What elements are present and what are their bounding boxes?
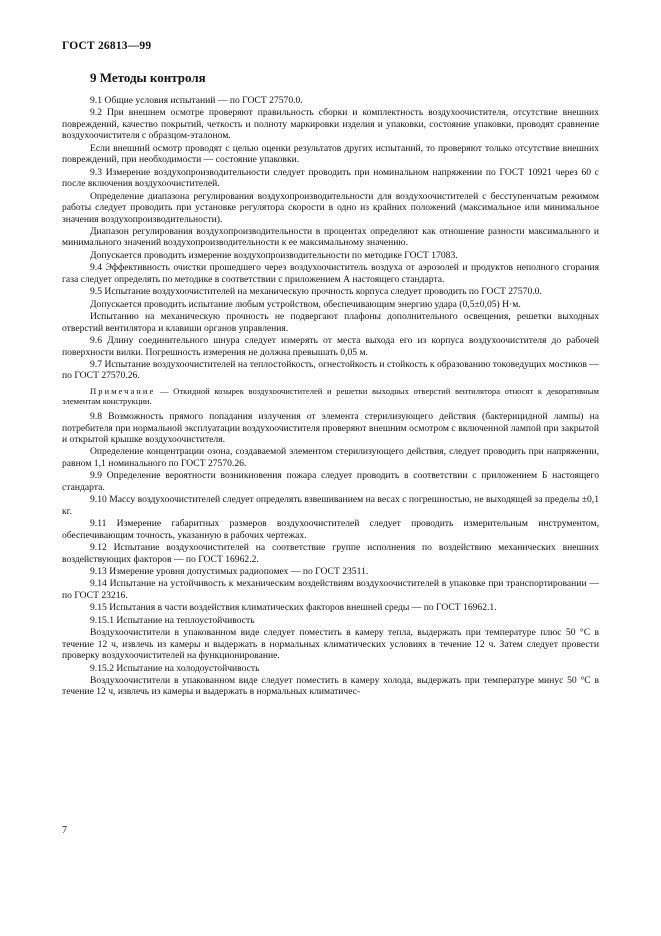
page-number: 7 <box>62 825 67 836</box>
paragraph-9-5: 9.5 Испытание воздухоочистителей на механическую прочность корпуса следует проводить по ГОСТ 27570.0. <box>90 286 542 298</box>
paragraph-9-10: 9.10 Массу воздухоочистителей следует определять взвешиванием на весах с погрешностью, не выходящей за пределы ±0,1 кг. <box>62 494 599 517</box>
paragraph-9-14: 9.14 Испытание на устойчивость к механическим воздействиям воздухоочистителей в упаковке при транспортировании — по ГОСТ 23216. <box>62 578 599 601</box>
paragraph-method-17083: Допускается проводить измерение воздухопроизводительности по методике ГОСТ 17083. <box>90 249 458 261</box>
section-title: 9 Методы контроля <box>90 70 206 85</box>
paragraph-9-2: 9.2 При внешнем осмотре проверяют правильность сборки и комплектность воздухоочистителя, отсутствие внешних повреждений, качество покрытий, четкость и полноту маркировки изделия и упаковки, состояние упаковки, проводят сравнение воздухоочистителя с образцом-эталоном. <box>62 107 599 142</box>
paragraph-9-12: 9.12 Испытание воздухоочистителей на соответствие группе исполнения по воздействию механических внешних воздействующих факторов — по ГОСТ 16962.2. <box>62 542 599 565</box>
note <box>62 386 599 407</box>
paragraph-impact-energy: Допускается проводить испытание любым устройством, обеспечивающим энергию удара (0,5±0,05) Н·м. <box>90 298 521 310</box>
paragraph-9-15-2-title: 9.15.2 Испытание на холодоустойчивость <box>90 662 260 674</box>
paragraph-9-13: 9.13 Измерение уровня допустимых радиопомех — по ГОСТ 23511. <box>90 565 369 577</box>
note-text: — Откидной козырек воздухоочистителей и решетки выходных отверстий вентилятора относят к декоративным элементам конструкции. <box>62 385 599 407</box>
paragraph-9-6: 9.6 Длину соединительного шнура следует измерять от места выхода его из корпуса воздухоочистителя до рабочей поверхности вилки. Погрешность измерения не должна превышать 0,05 м. <box>62 335 599 358</box>
paragraph-cold-test: Воздухоочистители в упакованном виде следует поместить в камеру холода, выдержать при температуре минус 50 °С в течение 12 ч, извлечь из камеры и выдержать в нормальных климатичес- <box>62 675 599 698</box>
paragraph-9-4: 9.4 Эффективность очистки прошедшего через воздухоочиститель воздуха от аэрозолей и продуктов неполного сгорания газа следует определять по методике в соответствии с приложением А настоящего стандарта. <box>62 262 599 285</box>
paragraph-ozone: Определение концентрации озона, создаваемой элементом стерилизующего действия, следует проводить при напряжении, равном 1,1 номинального по ГОСТ 27570.26. <box>62 446 599 469</box>
paragraph-9-8: 9.8 Возможность прямого попадания излучения от элемента стерилизующего действия (бактерицидной лампы) на потребителя при нормальной эксплуатации воздухоочистителя проверяют внешним осмотром с включенной лампой при закрытой и открытой крышке воздухоочистителя. <box>62 411 599 445</box>
paragraph-visual-check: Если внешний осмотр проводят с целью оценки результатов других испытаний, то проверяют только отсутствие внешних повреждений, при необходимости — состояние упаковки. <box>62 142 599 166</box>
paragraph-range-percent: Диапазон регулирования воздухопроизводительности в процентах определяют как отношение разности максимального и минимального значений воздухопроизводительности к ее максимальному значению. <box>62 225 599 249</box>
note-label: Примечание <box>90 385 156 396</box>
document-body <box>62 70 599 699</box>
paragraph-exempt-parts: Испытанию на механическую прочность не подвергают плафоны дополнительного освещения, решетки выходных отверстий вентилятора и клавиши органов управления. <box>62 311 599 334</box>
paragraph-range-definition: Определение диапазона регулирования воздухопроизводительности для воздухоочистителей с бесступенчатым режимом работы следует проводить при установке регулятора скорости в одно из крайних положений (максимальное или минимальное значения воздухопроизводительности). <box>62 190 599 225</box>
paragraph-9-9: 9.9 Определение вероятности возникновения пожара следует проводить в соответствии с приложением Б настоящего стандарта. <box>62 470 599 493</box>
paragraph-9-11: 9.11 Измерение габаритных размеров воздухоочистителей следует проводить измерительным инструментом, обеспечивающим точность, указанную в рабочих чертежах. <box>62 518 599 541</box>
paragraph-9-7: 9.7 Испытание воздухоочистителей на теплостойкость, огнестойкость и стойкость к образованию токоведущих мостиков — по ГОСТ 27570.26. <box>62 358 599 382</box>
paragraph-9-15: 9.15 Испытания в части воздействия климатических факторов внешней среды — по ГОСТ 16962.1. <box>90 602 497 614</box>
paragraph-9-1: 9.1 Общие условия испытаний — по ГОСТ 27570.0. <box>90 95 303 106</box>
paragraph-heat-test: Воздухоочистители в упакованном виде следует поместить в камеру тепла, выдержать при температуре плюс 50 °С в течение 12 ч, извлечь из камеры и выдержать в нормальных климатических условиях в течение 12 ч. Затем следует провести проверку воздухоочистителей на функционирование. <box>62 627 599 662</box>
paragraph-9-15-1-title: 9.15.1 Испытание на теплоустойчивость <box>90 614 255 626</box>
paragraph-9-3: 9.3 Измерение воздухопроизводительности следует проводить при номинальном напряжении по ГОСТ 10921 через 60 с после включения воздухоочистителей. <box>62 166 599 190</box>
document-header: ГОСТ 26813—99 <box>62 40 152 52</box>
